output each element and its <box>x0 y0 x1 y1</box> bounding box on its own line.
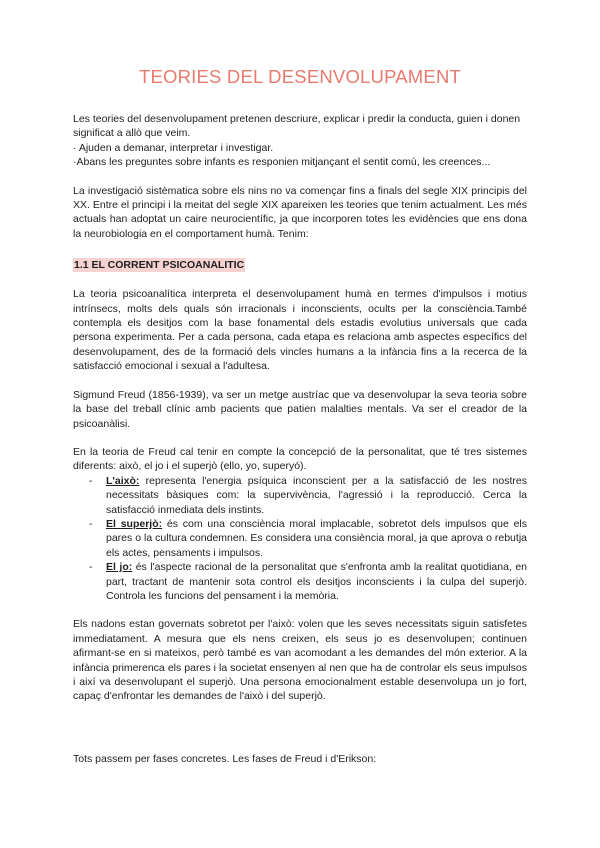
definition-term: El jo: <box>106 561 133 574</box>
list-item <box>73 517 527 560</box>
definition-text: és l'aspecte racional de la personalitat que s'enfronta amb la realitat quotidiana, en part, tractant de mantenir sota control els desitjos inconscients i la culpa del superjò. Controla les funcions del pensament i la memòria. <box>106 561 527 602</box>
paragraph-personalitat: En la teoria de Freud cal tenir en compte la concepció de la personalitat, que té tres sistemes diferents: això, el jo i el superjò (ello, yo, superyó). <box>73 445 527 473</box>
list-item <box>73 474 527 517</box>
list-item <box>73 560 527 603</box>
paragraph-fases: Tots passem per fases concretes. Les fases de Freud i d'Erikson: <box>73 752 377 765</box>
paragraph-freud: Sigmund Freud (1856-1939), va ser un metge austríac que va desenvolupar la seva teoria sobre la base del treball clínic amb pacients que patien malalties mentals. Va ser el creador de la psicoanàlisi. <box>73 388 527 430</box>
page-title: TEORIES DEL DESENVOLUPAMENT <box>138 66 462 87</box>
paragraph-psicoanalitica: La teoria psicoanalítica interpreta el desenvolupament humà en termes d'impulsos i motius intrínsecs, molts dels quals són irracionals i inconscients, ocults per la consciència.També contempla els desitjos com la base fonamental dels estadis evolutius universals que cada persona experimenta. Per a cada persona, cada etapa es relaciona amb aspectes específics del desenvolupament, des de la formació dels vincles humans a la infància fins a la recerca de la satisfacció emocional i sexual a l'adultesa. <box>73 288 527 373</box>
dash-bullet: - <box>89 561 93 574</box>
intro-line: · Ajuden a demanar, interpretar i investigar. <box>73 141 274 154</box>
dash-bullet: - <box>89 474 93 487</box>
paragraph-investigacio: La investigació sistèmatica sobre els nins no va començar fins a finals del segle XIX principis del XX. Entre el principi i la meitat del segle XIX apareixen les teories que tenim actualment. Les més actuals han adoptat un caire neurocientífic, ja que incorporen totes les evidències que ens dona la neurobiologia en el comportament humà. Tenim: <box>73 184 527 240</box>
definitions-list <box>73 474 527 604</box>
section-heading: 1.1 EL CORRENT PSICOANALITIC <box>74 259 245 272</box>
definition-text: representa l'energia psíquica inconscient per a la satisfacció de les nostres necessitats bàsiques com: la supervivència, l'agressió i la reproducció. Cerca la satisfacció inmediata dels instints. <box>106 474 527 516</box>
intro-line: ·Abans les preguntes sobre infants es responien mitjançant el sentit comú, les creences... <box>73 156 491 169</box>
definition-term: El superjò: <box>106 517 163 530</box>
spacer <box>73 718 527 752</box>
dash-bullet: - <box>89 517 93 530</box>
definition-term: L'això: <box>106 474 140 487</box>
intro-block <box>73 112 527 170</box>
intro-line: Les teories del desenvolupament pretenen descriure, explicar i predir la conducta, guien i donen significat a allò que veim. <box>73 113 521 140</box>
definition-text: és com una consciència moral implacable, sobretot dels impulsos que els pares o la cultura condemnen. Es considera una consiència moral, ja que aprova o rebutja els actes, pensaments i impulsos. <box>106 517 527 559</box>
paragraph-nadons: Els nadons estan governats sobretot per l'això: volen que les seves necessitats siguin satisfetes immediatament. A mesura que els nens creixen, els seus jo es desenvolupen; continuen afirmant-se en si mateixos, però també es van acomodant a les demandes del món exterior. A la infància primerenca els pares i la societat ensenyen al nen que ha de controlar els seus impulsos i així va desenvolupant el superjò. Una persona emocionalment estable desenvolupa un jo fort, capaç d'enfrontar les demandes de l'això i del superjò. <box>73 618 527 703</box>
